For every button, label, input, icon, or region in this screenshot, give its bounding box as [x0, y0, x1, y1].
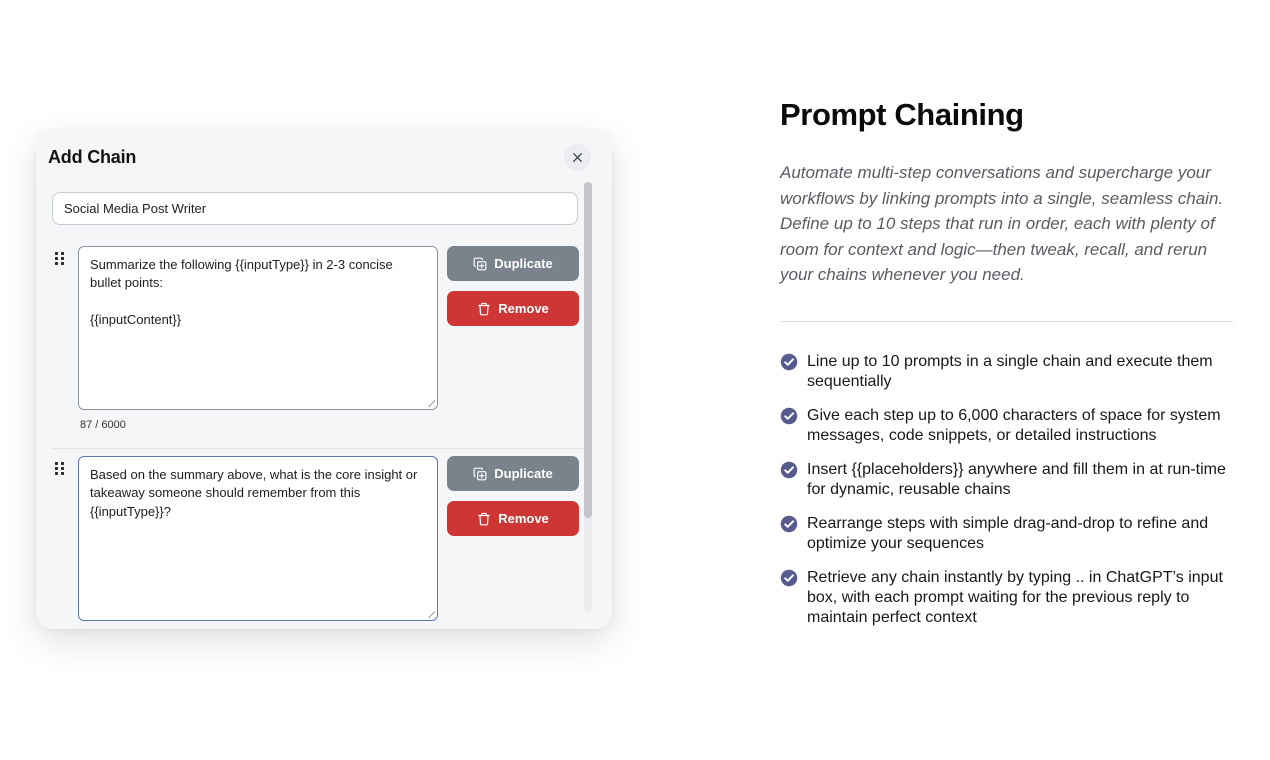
check-circle-icon — [780, 515, 798, 533]
step-actions — [447, 246, 579, 326]
feature-text: Give each step up to 6,000 characters of space for system messages, code snippets, or detailed instructions — [807, 406, 1221, 444]
duplicate-label: Duplicate — [494, 466, 553, 481]
remove-button[interactable] — [447, 501, 579, 536]
trash-icon — [477, 302, 491, 316]
modal-title: Add Chain — [48, 147, 137, 167]
feature-text: Line up to 10 prompts in a single chain and execute them sequentially — [807, 352, 1213, 390]
feature-item — [780, 406, 1233, 446]
add-chain-modal — [36, 131, 612, 629]
info-panel — [780, 97, 1233, 628]
chain-name-input[interactable] — [52, 192, 578, 225]
copy-plus-icon — [473, 467, 487, 481]
prompt-textarea-wrap — [78, 456, 438, 621]
copy-plus-icon — [473, 257, 487, 271]
duplicate-button[interactable] — [447, 246, 579, 281]
feature-item — [780, 352, 1233, 392]
trash-icon — [477, 512, 491, 526]
prompt-textarea-2[interactable] — [78, 456, 438, 621]
feature-list — [780, 352, 1233, 628]
check-circle-icon — [780, 461, 798, 479]
description-text: Automate multi-step conversations and supercharge your workflows by linking prompts into a single, seamless chain. Define up to 10 steps that run in order, each with plenty of room for context and logic—then tweak, recall, and rerun your chains whenever you need. — [780, 163, 1224, 284]
feature-item — [780, 514, 1233, 554]
check-circle-icon — [780, 353, 798, 371]
modal-scrollbar-thumb[interactable] — [584, 182, 592, 518]
duplicate-label: Duplicate — [494, 256, 553, 271]
check-circle-icon — [780, 569, 798, 587]
feature-item — [780, 460, 1233, 500]
feature-text: Rearrange steps with simple drag-and-drop to refine and optimize your sequences — [807, 514, 1209, 552]
feature-text: Insert {{placeholders}} anywhere and fill them in at run-time for dynamic, reusable chains — [807, 460, 1226, 498]
prompt-step-2 — [52, 456, 612, 621]
close-icon — [571, 151, 584, 164]
modal-header — [36, 131, 612, 171]
prompt-step-1 — [52, 246, 612, 410]
step-actions — [447, 456, 579, 536]
feature-text: Retrieve any chain instantly by typing .. in ChatGPT’s input box, with each prompt waiting for the previous reply to maintain perfect context — [807, 568, 1223, 626]
remove-label: Remove — [498, 301, 549, 316]
close-button[interactable] — [564, 144, 591, 171]
step-divider — [52, 448, 592, 449]
prompt-textarea-1[interactable] — [78, 246, 438, 410]
drag-handle-icon[interactable] — [52, 456, 78, 475]
feature-item — [780, 568, 1233, 628]
drag-handle-icon[interactable] — [52, 246, 78, 265]
char-counter: 87 / 6000 — [80, 419, 126, 431]
remove-label: Remove — [498, 511, 549, 526]
prompt-textarea-wrap — [78, 246, 438, 410]
remove-button[interactable] — [447, 291, 579, 326]
section-divider — [780, 321, 1233, 322]
page-title: Prompt Chaining — [780, 97, 1024, 132]
check-circle-icon — [780, 407, 798, 425]
modal-scrollbar-track[interactable] — [584, 182, 592, 612]
duplicate-button[interactable] — [447, 456, 579, 491]
